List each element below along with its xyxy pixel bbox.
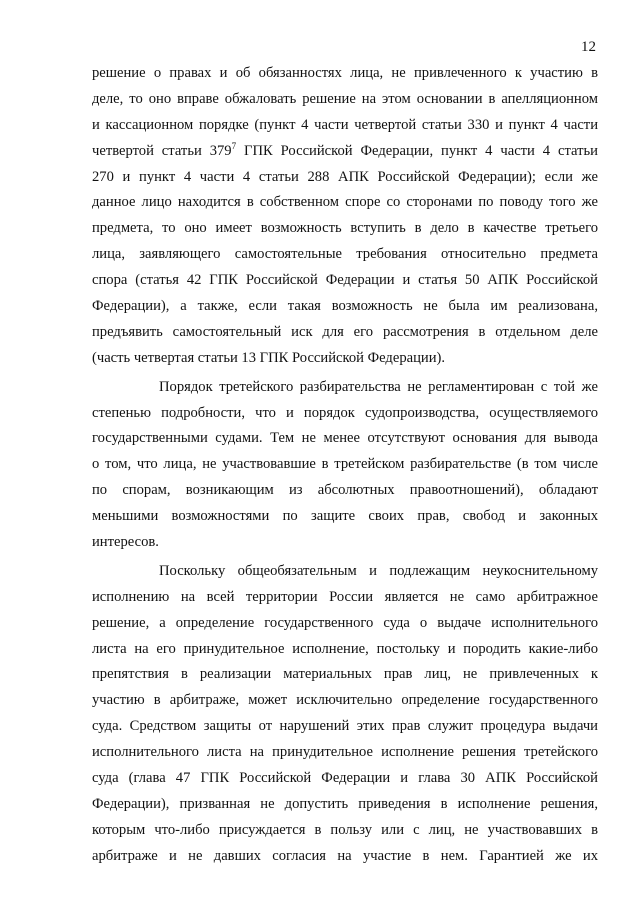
text-line: арбитраже и не давших согласия на участие в нем. Гарантией же их [92,847,598,864]
text-line: Порядок третейского разбирательства не регламентирован с той же [159,378,598,395]
text-line: решение, а определение государственного суда о выдаче исполнительного [92,614,598,631]
text-line: по спорам, возникающим из абсолютных правоотношений), обладают [92,482,598,499]
text-line: исполнению на всей территории России является не само арбитражное [92,588,598,605]
text-line: и кассационном порядке (пункт 4 части четвертой статьи 330 и пункт 4 части [92,116,598,133]
text-line: деле, то оно вправе обжаловать решение на этом основании в апелляционном [92,90,598,107]
text-line: предъявить самостоятельный иск для его рассмотрения в отдельном деле [92,323,598,340]
page-number: 12 [581,39,596,55]
paragraph-3 [92,559,598,870]
text-line: суда. Средством защиты от нарушений этих прав служит процедура выдачи [92,718,598,735]
text-line: участию в арбитраже, может исключительно определение государственного [92,692,598,709]
text-line: интересов. [92,534,159,551]
text-line: Федерации), призванная не допустить приведения в исполнение решения, [92,795,598,812]
text-line: степенью подробности, что и порядок судопроизводства, осуществляемого [92,404,598,421]
text-line: Поскольку общеобязательным и подлежащим неукоснительному [159,562,598,579]
text-line: государственными судами. Тем не менее отсутствуют основания для вывода [92,430,598,447]
text-line: Федерации), а также, если такая возможность не была им реализована, [92,298,598,315]
text-line: суда (глава 47 ГПК Российской Федерации и глава 30 АПК Российской [92,770,598,787]
text-line: о том, что лица, не участвовавшие в третейском разбирательстве (в том числе [92,456,598,473]
text-line: меньшими возможностями по защите своих прав, свобод и законных [92,508,598,525]
text-line: (часть четвертая статьи 13 ГПК Российской Федерации). [92,349,446,366]
text-line: исполнительного листа на принудительное исполнение решения третейского [92,744,598,761]
text-line: препятствия в реализации материальных прав лиц, не привлеченных к [92,666,598,683]
superscript: 7 [231,140,237,151]
document-body [92,61,598,870]
text-fragment: четвертой статьи 379 [92,142,232,159]
text-line: спора (статья 42 ГПК Российской Федерации и статья 50 АПК Российской [92,272,598,289]
paragraph-2 [92,375,598,556]
text-line: предмета, то оно имеет возможность вступить в дело в качестве третьего [92,220,598,237]
text-line: которым что-либо присуждается в пользу или с лиц, не участвовавших в [92,821,598,838]
text-line: решение о правах и об обязанностях лица, не привлеченного к участию в [92,65,598,81]
text-line: данное лицо находится в собственном споре со сторонами по поводу того же [92,194,598,211]
text-line: 270 и пункт 4 части 4 статьи 288 АПК Российской Федерации); если же [92,168,598,185]
text-fragment: ГПК Российской Федерации, пункт 4 части 4 статьи [236,142,598,159]
paragraph-1 [92,61,598,372]
text-line: лица, заявляющего самостоятельные требования относительно предмета [92,246,598,263]
text-line: листа на его принудительное исполнение, постольку и породить какие-либо [92,640,598,657]
text-line [92,139,598,165]
